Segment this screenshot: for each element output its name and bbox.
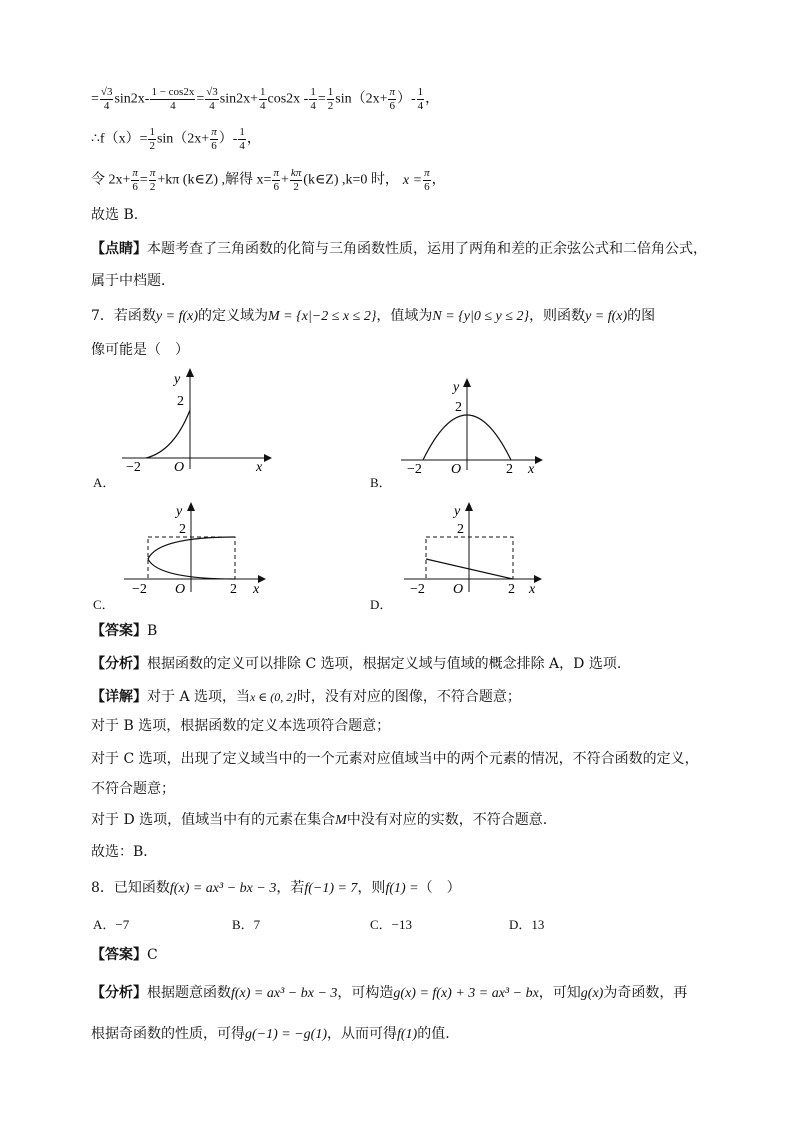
fraction [309, 86, 317, 113]
text: 为奇函数，再 [603, 985, 688, 1001]
denominator: 6 [273, 181, 279, 193]
x-arrow [264, 454, 272, 462]
text: 8．已知函数 [91, 880, 170, 896]
x-label: x [256, 460, 263, 475]
text: = [139, 172, 148, 188]
analysis-tag: 【分析】 [91, 656, 147, 672]
option-c-label: C． [93, 597, 115, 612]
math: g(x) = f(x) + 3 = ax³ − bx [393, 986, 539, 1001]
math: f(x) = ax³ − bx − 3 [231, 986, 338, 1001]
answer-tag: 【答案】 [91, 623, 147, 639]
detail-7-line-4: 不符合题意； [91, 781, 175, 797]
analysis-tag: 【分析】 [91, 985, 147, 1001]
fraction [259, 86, 267, 113]
option-a-label: A． [93, 475, 116, 490]
text: ∴f（x）= [91, 131, 148, 147]
denominator: 4 [209, 100, 215, 112]
origin-label: O [451, 462, 462, 475]
text: = [196, 91, 205, 107]
text: 根据奇函数的性质，可得 [91, 1026, 245, 1042]
text: ，可知 [538, 985, 581, 1001]
math: f(x) = ax³ − bx − 3 [169, 881, 277, 896]
detail-7-line-3: 对于 C 选项，出现了定义域当中的一个元素对应值域当中的两个元素的情况，不符合函数的定义， [91, 751, 699, 767]
tick-2: 2 [177, 394, 184, 409]
fraction [205, 86, 219, 113]
text: 的图 [627, 308, 656, 324]
fraction [423, 167, 431, 194]
analysis-7 [91, 654, 621, 674]
denominator: 4 [260, 100, 266, 112]
text: ，值域为 [376, 308, 433, 324]
tick-2: 2 [457, 522, 464, 537]
text: 对于 D 选项，值域当中有的元素在集合 [91, 812, 336, 828]
math: M = {x|−2 ≤ x ≤ 2} [268, 309, 377, 324]
denominator: 2 [149, 181, 156, 193]
comment-text: 本题考查了三角函数的化简与三角函数性质，运用了两角和差的正余弦公式和二倍角公式， [147, 241, 707, 257]
denominator: 6 [132, 181, 138, 193]
x-label: x [529, 582, 536, 597]
tick-2-x: 2 [230, 582, 237, 597]
tick-minus-2: −2 [132, 582, 147, 597]
origin-label: O [453, 582, 464, 597]
text: ，若 [276, 880, 305, 896]
q8-option-a: A．−7 [93, 917, 130, 932]
text: x = [402, 172, 423, 188]
text: ）- [218, 131, 238, 147]
text: (k∈Z) ,k=0 时， [303, 172, 399, 188]
origin-label: O [175, 582, 186, 597]
fraction [388, 86, 396, 113]
fraction [100, 86, 114, 113]
math: g(−1) = −g(1) [245, 1027, 327, 1042]
math: g(x) [580, 986, 604, 1001]
conclusion-line: 故选 B. [91, 207, 139, 223]
x-label: x [253, 582, 260, 597]
fraction [327, 86, 335, 113]
fraction [150, 86, 195, 113]
numerator: 1 [327, 86, 334, 98]
detail-7-line-6: 故选：B． [91, 844, 158, 860]
text: = [91, 91, 99, 107]
text: ， [431, 172, 446, 188]
detail-7-line-2: 对于 B 选项，根据函数的定义本选项符合题意； [91, 718, 391, 734]
graph-a [112, 365, 282, 475]
q8-option-c: C．−13 [370, 917, 413, 932]
denominator: 4 [239, 140, 245, 152]
fraction [131, 167, 139, 194]
text: 时，没有对应的图像，不符合题意； [296, 689, 521, 705]
text: 中没有对应的实数，不符合题意. [346, 812, 548, 828]
fraction [149, 167, 157, 194]
comment-line-2: 属于中档题． [91, 273, 175, 289]
answer-tag: 【答案】 [91, 947, 147, 963]
graph-c [118, 497, 278, 597]
answer-text: C [147, 947, 158, 963]
analysis-text: 根据函数的定义可以排除 C 选项，根据定义域与值域的概念排除 A，D 选项. [147, 656, 622, 672]
math: N = {y|0 ≤ y ≤ 2} [432, 309, 530, 324]
numerator: π [149, 167, 156, 179]
math: M [335, 813, 347, 828]
y-arrow [187, 502, 195, 511]
text: = [317, 91, 326, 107]
text: 对于 A 选项，当 [147, 689, 251, 705]
text: ， [246, 131, 261, 147]
text: ， [425, 91, 440, 107]
comment-tag: 【点睛】 [91, 241, 147, 257]
numerator: π [211, 126, 217, 138]
graph-d [398, 497, 558, 597]
denominator: 2 [293, 181, 299, 193]
numerator: π [424, 167, 430, 179]
tick-minus-2: −2 [410, 582, 425, 597]
text: ，可构造 [337, 985, 394, 1001]
text: 根据题意函数 [147, 985, 231, 1001]
numerator: π [273, 167, 279, 179]
math: f(1) [397, 1027, 418, 1042]
text: + [280, 172, 289, 188]
text: sin2x- [114, 91, 150, 107]
answer-text: B [147, 623, 158, 639]
y-label: y [176, 504, 183, 519]
text: sin（2x+ [156, 131, 210, 147]
fraction [148, 126, 156, 153]
math: f(−1) = 7 [304, 881, 358, 896]
numerator: 1 − cos2x [151, 86, 195, 98]
q8-option-d: D．13 [509, 917, 545, 932]
answer-7 [91, 621, 157, 641]
curve [146, 410, 190, 458]
denominator: 4 [417, 100, 424, 112]
tick-2-x: 2 [506, 462, 513, 475]
text: sin2x+ [219, 91, 259, 107]
derivation-line-2 [91, 126, 261, 153]
y-label: y [453, 380, 460, 395]
fraction [417, 86, 425, 113]
tick-minus-2: −2 [407, 462, 422, 475]
text: ，从而可得 [327, 1026, 397, 1042]
detail-7-line-5 [91, 810, 547, 831]
y-arrow [463, 378, 471, 387]
detail-7-line-1 [91, 687, 521, 707]
text: ，则函数 [529, 308, 586, 324]
math: x ∈ (0, 2] [250, 690, 297, 704]
text: 7．若函数 [91, 308, 156, 324]
tick-2-x: 2 [508, 582, 515, 597]
y-arrow [465, 502, 473, 511]
text: 令 2x+ [91, 172, 131, 188]
detail-tag: 【详解】 [91, 689, 147, 705]
text: +kπ (k∈Z) ,解得 x= [157, 172, 272, 188]
question-8 [91, 878, 461, 899]
fraction [210, 126, 218, 153]
x-label: x [528, 462, 535, 475]
origin-label: O [174, 460, 185, 475]
tick-2: 2 [179, 522, 186, 537]
text: 的定义域为 [198, 308, 269, 324]
math: y = f(x) [155, 309, 199, 324]
text: 的值. [417, 1026, 450, 1042]
denominator: 6 [211, 140, 217, 152]
numerator: √3 [100, 86, 113, 98]
numerator: π [389, 86, 395, 98]
numerator: 1 [239, 126, 245, 138]
text: （ ） [418, 880, 461, 896]
numerator: √3 [206, 86, 218, 98]
comment-line-1 [91, 239, 707, 259]
denominator: 6 [389, 100, 395, 112]
numerator: kπ [290, 167, 302, 179]
question-7-line-1 [91, 306, 655, 327]
option-d-label: D． [370, 597, 393, 612]
text: cos2x - [267, 91, 309, 107]
numerator: 1 [260, 86, 266, 98]
math: f(1) = [385, 881, 419, 896]
numerator: 1 [417, 86, 424, 98]
graph-b [395, 375, 555, 475]
denominator: 4 [310, 100, 316, 112]
denominator: 4 [103, 100, 110, 112]
y-arrow [186, 368, 194, 377]
question-7-line-2: 像可能是（ ） [91, 342, 189, 358]
denominator: 2 [327, 100, 334, 112]
x-arrow [535, 456, 543, 464]
denominator: 2 [149, 140, 155, 152]
analysis-8-line-1 [91, 983, 687, 1004]
fraction [290, 167, 302, 194]
fraction [272, 167, 280, 194]
y-label: y [454, 504, 461, 519]
tick-2: 2 [455, 400, 462, 415]
derivation-line-1 [91, 86, 439, 113]
analysis-8-line-2 [91, 1024, 450, 1045]
math: y = f(x) [585, 309, 628, 324]
tick-minus-2: −2 [126, 460, 141, 475]
fraction [238, 126, 246, 153]
text: ）- [397, 91, 416, 107]
denominator: 6 [424, 181, 430, 193]
q8-option-b: B．7 [232, 917, 261, 932]
denominator: 4 [170, 100, 176, 112]
text: ，则 [357, 880, 386, 896]
option-b-label: B． [370, 475, 392, 490]
numerator: 1 [149, 126, 155, 138]
text: sin（2x+ [335, 91, 388, 107]
y-label: y [174, 372, 181, 387]
answer-8 [91, 945, 158, 965]
derivation-line-3 [91, 167, 446, 194]
numerator: 1 [310, 86, 316, 98]
numerator: π [132, 167, 138, 179]
